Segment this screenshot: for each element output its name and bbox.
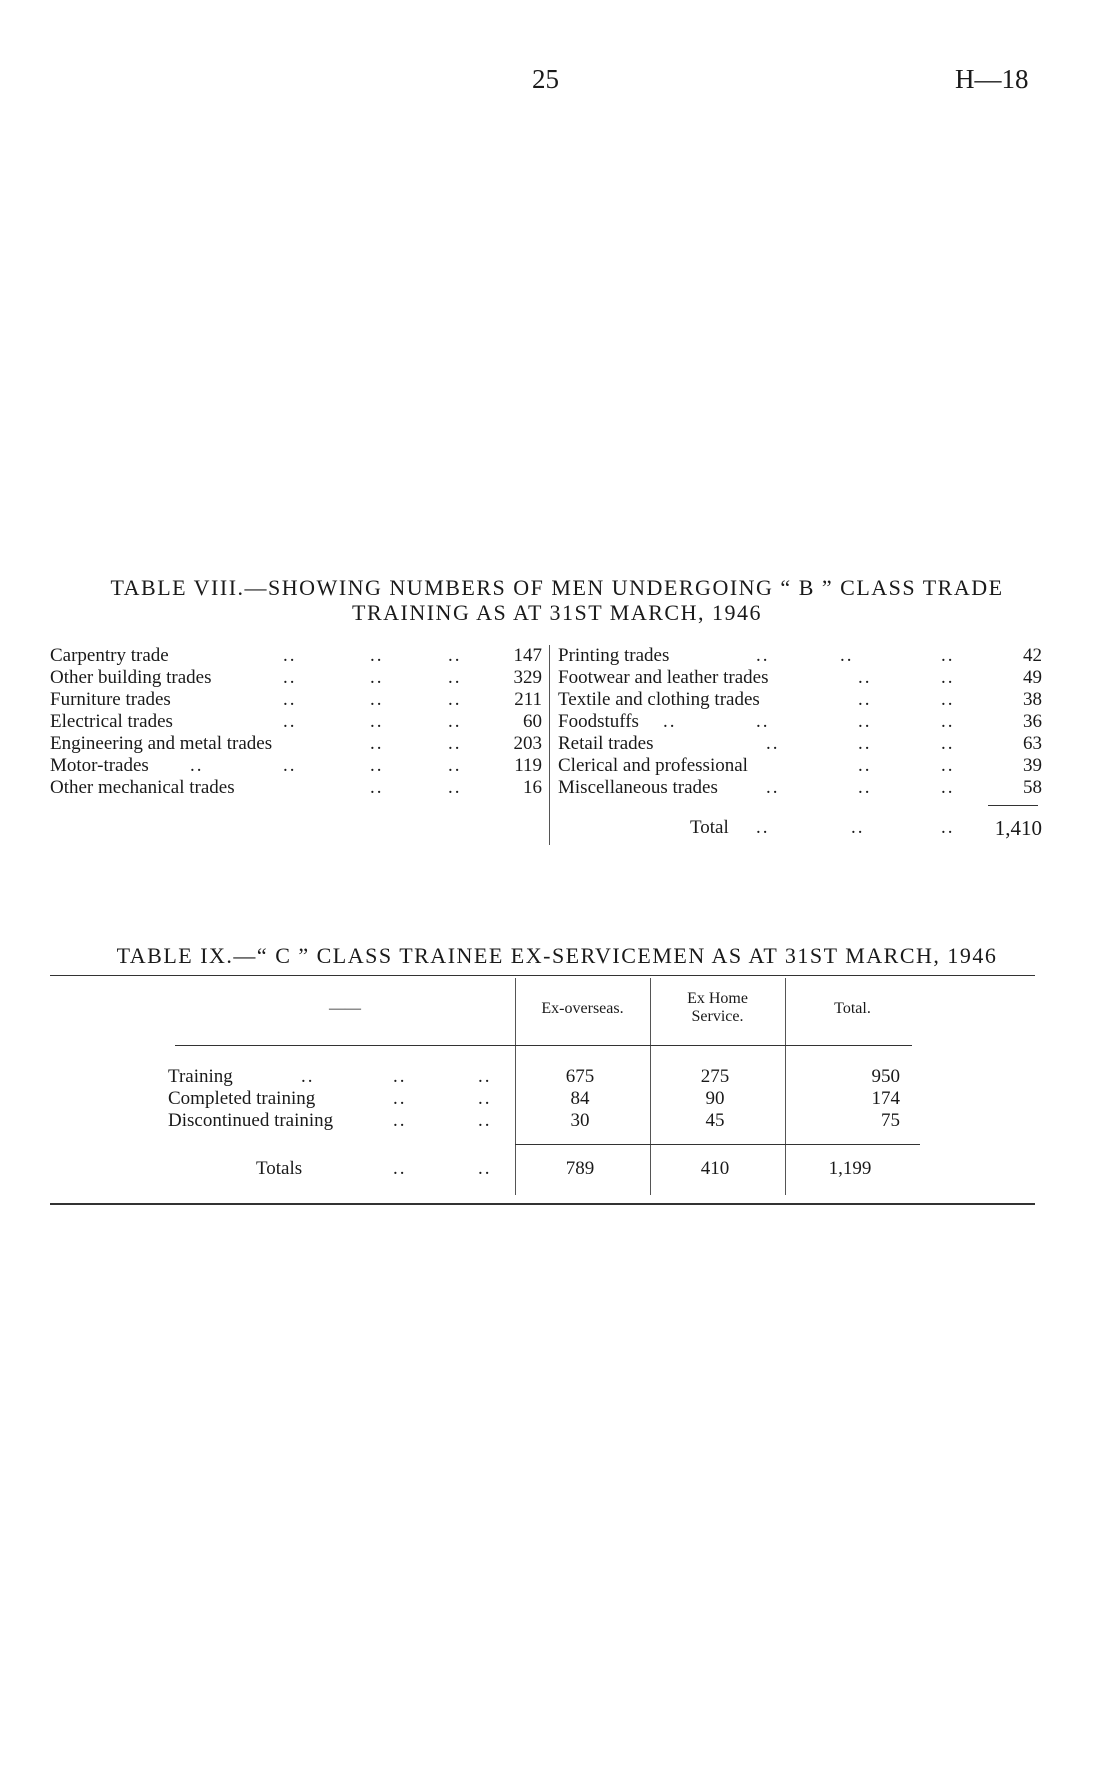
table9-title: TABLE IX.—“ C ” CLASS TRAINEE EX-SERVICEMEN AS AT 31ST MARCH, 1946 [116, 943, 998, 968]
leader-dots: .. [370, 645, 384, 666]
leader-dots: .. [393, 1088, 407, 1109]
ex-home-service-value: 90 [705, 1088, 725, 1109]
total-label: Total [690, 817, 729, 838]
trade-label: Other mechanical trades [50, 777, 235, 798]
totals-label: Totals [256, 1158, 303, 1179]
table9-top-rule [50, 975, 1035, 976]
leader-dots: .. [370, 667, 384, 688]
leader-dots: .. [370, 777, 384, 798]
leader-dots: .. [663, 711, 677, 732]
leader-dots: .. [393, 1158, 407, 1179]
table8-row [50, 711, 550, 733]
table9-totals-row [168, 1158, 928, 1180]
column-header-ex-home-service [650, 990, 785, 1026]
trade-label: Clerical and professional [558, 755, 748, 776]
table8-row [558, 777, 1042, 799]
leader-dots: .. [756, 817, 770, 838]
leader-dots: .. [941, 645, 955, 666]
leader-dots: .. [478, 1110, 492, 1131]
leader-dots: .. [478, 1158, 492, 1179]
leader-dots: .. [756, 645, 770, 666]
leader-dots: .. [941, 777, 955, 798]
trade-label: Electrical trades [50, 711, 173, 732]
trade-count: 16 [523, 777, 542, 798]
leader-dots: .. [448, 733, 462, 754]
leader-dots: .. [851, 817, 865, 838]
table9-row [168, 1088, 928, 1110]
leader-dots: .. [941, 733, 955, 754]
ex-home-service-value: 275 [700, 1066, 730, 1087]
leader-dots: .. [448, 645, 462, 666]
trade-count: 39 [1023, 755, 1042, 776]
header-rule [175, 1045, 912, 1046]
header-line: Ex Home [687, 990, 748, 1007]
trade-count: 119 [514, 755, 542, 776]
table8-row [558, 733, 1042, 755]
table8-row [50, 755, 550, 777]
trade-count: 58 [1023, 777, 1042, 798]
total-value: 174 [871, 1088, 900, 1109]
header-line: Service. [691, 1008, 744, 1025]
table8-total-row [558, 817, 1042, 839]
leader-dots: .. [478, 1066, 492, 1087]
leader-dots: .. [766, 733, 780, 754]
leader-dots: .. [941, 667, 955, 688]
table8-title-line1: TABLE VIII.—SHOWING NUMBERS OF MEN UNDERGOING “ B ” CLASS TRADE [110, 575, 1004, 600]
ex-overseas-total: 789 [565, 1158, 595, 1179]
leader-dots: .. [941, 817, 955, 838]
leader-dots: .. [858, 667, 872, 688]
trade-count: 203 [513, 733, 542, 754]
total-value: 950 [871, 1066, 900, 1087]
trade-label: Foodstuffs [558, 711, 639, 732]
table8-row [50, 667, 550, 689]
trade-label: Retail trades [558, 733, 654, 754]
trade-count: 42 [1023, 645, 1042, 666]
leader-dots: .. [448, 755, 462, 776]
leader-dots: .. [370, 711, 384, 732]
row-label: Discontinued training [168, 1110, 334, 1131]
trade-label: Other building trades [50, 667, 212, 688]
leader-dots: .. [766, 777, 780, 798]
trade-label: Motor-trades [50, 755, 149, 776]
leader-dots: .. [370, 755, 384, 776]
leader-dots: .. [301, 1066, 315, 1087]
trade-count: 36 [1023, 711, 1042, 732]
leader-dots: .. [190, 755, 204, 776]
leader-dots: .. [858, 755, 872, 776]
leader-dots: .. [941, 711, 955, 732]
table8-row [50, 777, 550, 799]
table8-row [558, 689, 1042, 711]
total-rule [988, 805, 1038, 806]
leader-dots: .. [448, 689, 462, 710]
row-label: Training [168, 1066, 233, 1087]
ex-overseas-value: 84 [570, 1088, 590, 1109]
leader-dots: .. [283, 711, 297, 732]
leader-dots: .. [370, 689, 384, 710]
trade-label: Footwear and leather trades [558, 667, 769, 688]
grand-total: 1,199 [828, 1158, 872, 1179]
trade-count: 329 [513, 667, 542, 688]
leader-dots: .. [756, 711, 770, 732]
table8-row [558, 755, 1042, 777]
leader-dots: .. [858, 733, 872, 754]
leader-dots: .. [478, 1088, 492, 1109]
trade-label: Carpentry trade [50, 645, 169, 666]
table8-row [558, 645, 1042, 667]
total-value: 1,410 [994, 816, 1042, 840]
leader-dots: .. [370, 733, 384, 754]
trade-count: 147 [513, 645, 542, 666]
table8-title-line2: TRAINING AS AT 31ST MARCH, 1946 [352, 600, 762, 625]
leader-dots: .. [858, 777, 872, 798]
blank-header: —— [329, 1000, 361, 1017]
table9-row [168, 1066, 928, 1088]
ex-overseas-value: 675 [565, 1066, 595, 1087]
leader-dots: .. [448, 777, 462, 798]
document-reference: H—18 [955, 64, 1029, 94]
totals-rule [515, 1144, 920, 1145]
leader-dots: .. [941, 689, 955, 710]
trade-count: 60 [523, 711, 542, 732]
trade-label: Miscellaneous trades [558, 777, 718, 798]
trade-count: 49 [1023, 667, 1042, 688]
ex-home-service-value: 45 [705, 1110, 725, 1131]
page-number: 25 [532, 64, 559, 94]
table9-row [168, 1110, 928, 1132]
trade-count: 38 [1023, 689, 1042, 710]
ex-home-service-total: 410 [700, 1158, 730, 1179]
trade-label: Furniture trades [50, 689, 171, 710]
column-header-ex-overseas: Ex-overseas. [541, 1000, 624, 1017]
leader-dots: .. [393, 1110, 407, 1131]
trade-count: 211 [514, 689, 542, 710]
leader-dots: .. [858, 711, 872, 732]
trade-count: 63 [1023, 733, 1042, 754]
leader-dots: .. [283, 755, 297, 776]
trade-label: Textile and clothing trades [558, 689, 760, 710]
leader-dots: .. [941, 755, 955, 776]
leader-dots: .. [448, 667, 462, 688]
leader-dots: .. [283, 645, 297, 666]
leader-dots: .. [840, 645, 854, 666]
table8-row [50, 733, 550, 755]
leader-dots: .. [448, 711, 462, 732]
table8-row [50, 689, 550, 711]
column-header-total: Total. [834, 1000, 871, 1017]
trade-label: Engineering and metal trades [50, 733, 273, 754]
table8-row [558, 667, 1042, 689]
column-divider [549, 645, 550, 845]
table8-row [50, 645, 550, 667]
leader-dots: .. [858, 689, 872, 710]
leader-dots: .. [283, 689, 297, 710]
table9-bottom-rule [50, 1203, 1035, 1205]
leader-dots: .. [283, 667, 297, 688]
total-value: 75 [881, 1110, 900, 1131]
leader-dots: .. [393, 1066, 407, 1087]
table8-row [558, 711, 1042, 733]
trade-label: Printing trades [558, 645, 670, 666]
row-label: Completed training [168, 1088, 316, 1109]
ex-overseas-value: 30 [570, 1110, 590, 1131]
